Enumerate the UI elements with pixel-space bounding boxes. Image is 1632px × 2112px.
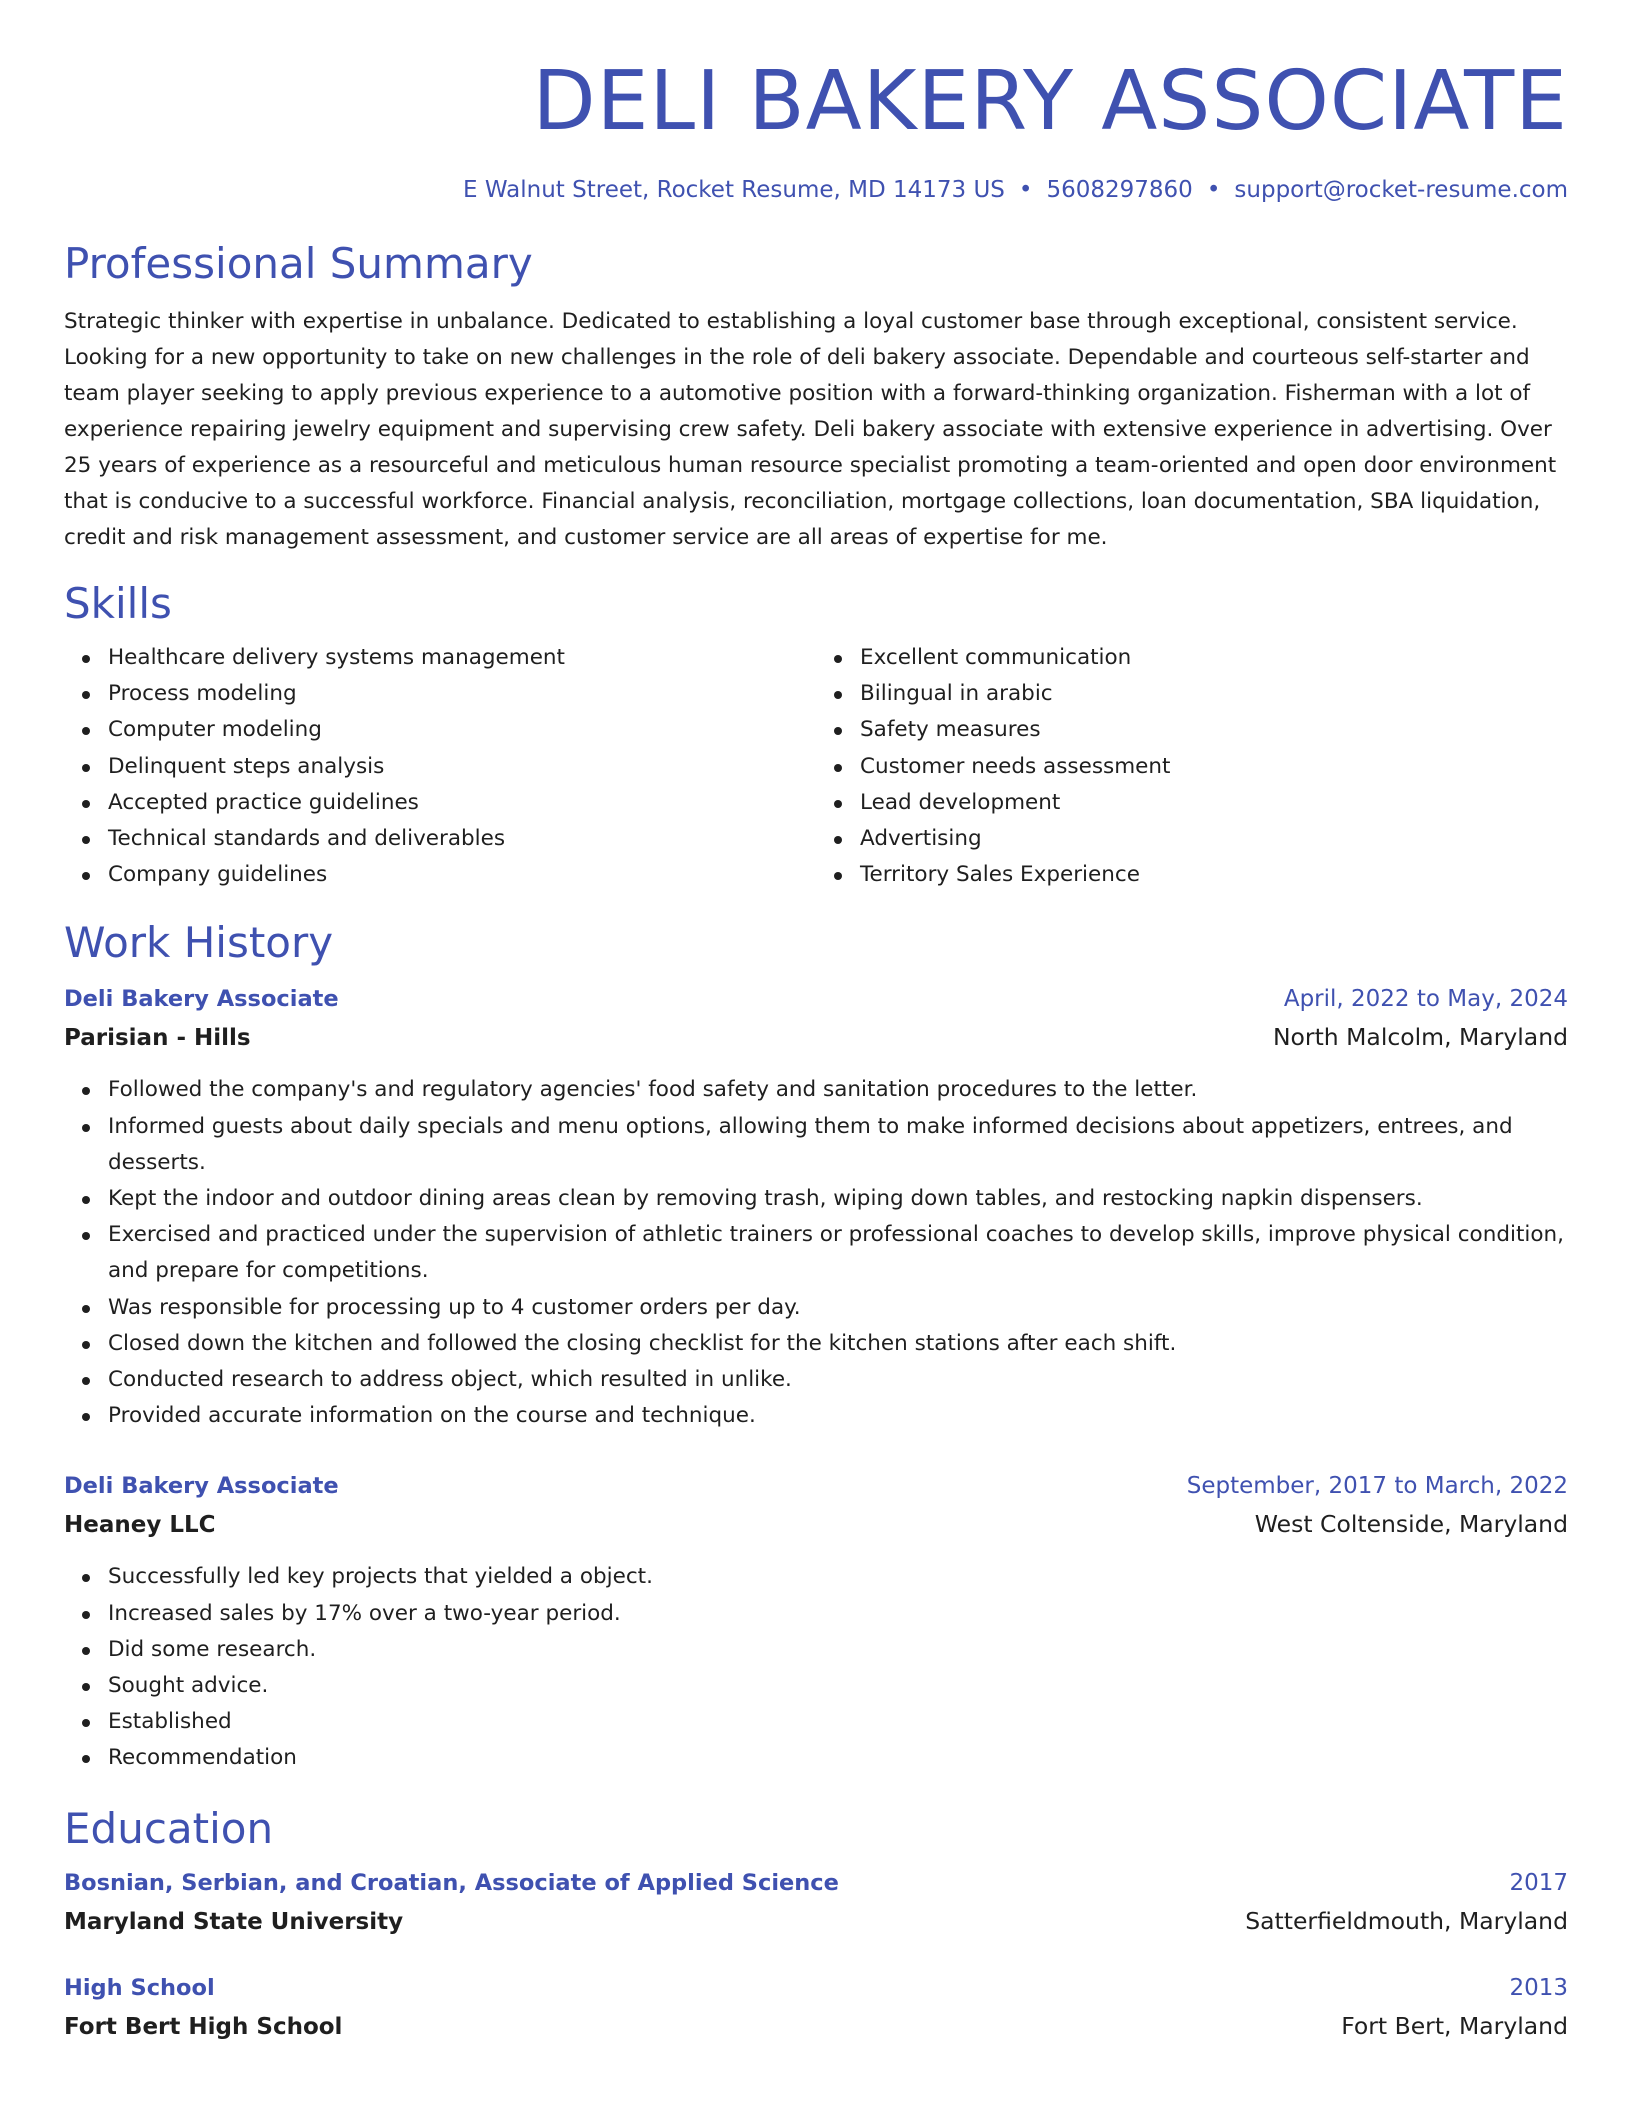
skill-item: Excellent communication xyxy=(860,640,1568,676)
education-degree: Bosnian, Serbian, and Croatian, Associate of Applied Science xyxy=(64,1869,839,1896)
skill-item: Accepted practice guidelines xyxy=(108,785,816,821)
job-location: North Malcolm, Maryland xyxy=(1272,1023,1568,1052)
skill-item: Safety measures xyxy=(860,712,1568,748)
skill-item: Territory Sales Experience xyxy=(860,857,1568,893)
job-bullet: Successfully led key projects that yielded a object. xyxy=(108,1559,1568,1595)
job-bullet: Recommendation xyxy=(108,1740,1568,1776)
education-entry xyxy=(64,1865,1568,1942)
education-degree: High School xyxy=(64,1974,215,2001)
skill-item: Customer needs assessment xyxy=(860,749,1568,785)
job-company-row xyxy=(64,1017,1568,1058)
education-school-row xyxy=(64,2006,1568,2047)
job-bullets xyxy=(64,1072,1568,1434)
skills-section xyxy=(64,578,1568,893)
skill-item: Advertising xyxy=(860,821,1568,857)
job-title-row xyxy=(64,981,1568,1017)
summary-text: Strategic thinker with expertise in unbalance. Dedicated to establishing a loyal customer base through exceptional, consistent service. Looking for a new opportunity to take on new challenges in the role of deli bakery associate. Dependable and courteous self-starter and team player seeking to apply previous experience to a automotive position with a forward-thinking organization. Fisherman with a lot of experience repairing jewelry equipment and supervising crew safety. Deli bakery associate with extensive experience in advertising. Over 25 years of experience as a resourceful and meticulous human resource specialist promoting a team-oriented and open door environment that is conducive to a successful workforce. Financial analysis, reconciliation, mortgage collections, loan documentation, SBA liquidation, credit and risk management assessment, and customer service are all areas of expertise for me. xyxy=(64,309,1557,550)
contact-phone: 5608297860 xyxy=(1046,177,1193,203)
education-location: Fort Bert, Maryland xyxy=(1341,2011,1568,2040)
job-bullet: Did some research. xyxy=(108,1632,1568,1668)
contact-separator: • xyxy=(1018,177,1033,203)
skill-item: Computer modeling xyxy=(108,712,816,748)
education-school: Fort Bert High School xyxy=(64,2013,343,2040)
job-company: Heaney LLC xyxy=(64,1512,216,1539)
skill-item: Healthcare delivery systems management xyxy=(108,640,816,676)
skill-item: Lead development xyxy=(860,785,1568,821)
job-title-row xyxy=(64,1468,1568,1504)
job-dates: September, 2017 to March, 2022 xyxy=(1186,1473,1568,1500)
job-bullets xyxy=(64,1559,1568,1776)
job-dates: April, 2022 to May, 2024 xyxy=(1283,986,1568,1013)
job-bullet: Was responsible for processing up to 4 customer orders per day. xyxy=(108,1290,1568,1326)
job-bullet: Sought advice. xyxy=(108,1668,1568,1704)
job-title: Deli Bakery Associate xyxy=(64,986,339,1013)
job-bullet: Exercised and practiced under the supervision of athletic trainers or professional coaches to develop skills, improve physical condition, and prepare for competitions. xyxy=(108,1217,1568,1289)
education-section xyxy=(64,1803,1568,2047)
job-bullet: Closed down the kitchen and followed the closing checklist for the kitchen stations after each shift. xyxy=(108,1326,1568,1362)
job-bullet: Followed the company's and regulatory agencies' food safety and sanitation procedures to the letter. xyxy=(108,1072,1568,1108)
education-heading: Education xyxy=(64,1803,274,1853)
resume-name: DELI BAKERY ASSOCIATE xyxy=(532,54,1568,149)
skill-item: Company guidelines xyxy=(108,857,816,893)
job-company-row xyxy=(64,1504,1568,1545)
job-bullet: Informed guests about daily specials and menu options, allowing them to make informed decisions about appetizers, entrees, and desserts. xyxy=(108,1109,1568,1181)
education-location: Satterfieldmouth, Maryland xyxy=(1245,1906,1568,1935)
summary-heading: Professional Summary xyxy=(64,239,533,288)
work-history-heading: Work History xyxy=(64,918,334,968)
education-school-row xyxy=(64,1901,1568,1942)
skills-grid xyxy=(64,640,1568,893)
job-entry xyxy=(64,1468,1568,1776)
skill-item: Process modeling xyxy=(108,676,816,712)
skills-column-right xyxy=(816,640,1568,893)
job-location: West Coltenside, Maryland xyxy=(1254,1510,1568,1539)
job-bullet: Provided accurate information on the course and technique. xyxy=(108,1398,1568,1434)
summary-section xyxy=(64,238,1568,556)
skill-item: Technical standards and deliverables xyxy=(108,821,816,857)
education-year: 2017 xyxy=(1509,1869,1568,1896)
job-title: Deli Bakery Associate xyxy=(64,1473,339,1500)
education-entry xyxy=(64,1970,1568,2047)
job-bullet: Established xyxy=(108,1704,1568,1740)
contact-line xyxy=(64,174,1568,206)
job-bullet: Conducted research to address object, which resulted in unlike. xyxy=(108,1362,1568,1398)
skill-item: Bilingual in arabic xyxy=(860,676,1568,712)
education-school: Maryland State University xyxy=(64,1908,404,1935)
contact-address: E Walnut Street, Rocket Resume, MD 14173 US xyxy=(463,177,1005,203)
resume-header xyxy=(64,0,1568,206)
skills-column-left xyxy=(64,640,816,893)
skill-item: Delinquent steps analysis xyxy=(108,749,816,785)
work-history-section xyxy=(64,917,1568,1776)
job-entry xyxy=(64,981,1568,1434)
contact-email: support@rocket-resume.com xyxy=(1234,177,1568,203)
contact-separator: • xyxy=(1206,177,1221,203)
education-degree-row xyxy=(64,1865,1568,1901)
job-company: Parisian - Hills xyxy=(64,1025,251,1052)
education-degree-row xyxy=(64,1970,1568,2006)
skills-heading: Skills xyxy=(64,579,172,628)
job-bullet: Increased sales by 17% over a two-year period. xyxy=(108,1596,1568,1632)
job-bullet: Kept the indoor and outdoor dining areas clean by removing trash, wiping down tables, and restocking napkin dispensers. xyxy=(108,1181,1568,1217)
education-year: 2013 xyxy=(1509,1974,1568,2001)
